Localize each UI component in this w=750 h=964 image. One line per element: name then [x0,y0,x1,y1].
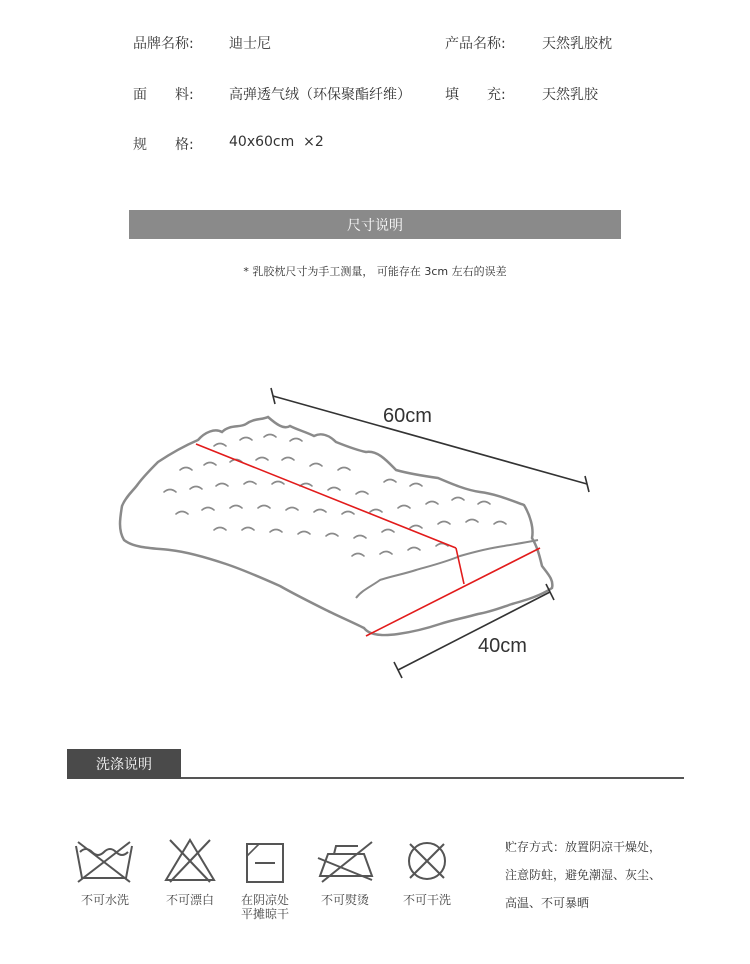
spec-fabric-value: 高弹透气绒（环保聚酯纤维） [229,87,411,103]
no-dry-clean-icon [404,838,450,888]
size-section-title: 尺寸说明 [347,217,403,234]
spec-size-value: 40x60cm ×2 [229,134,324,150]
spec-brand-label: 品牌名称: [133,36,194,52]
width-label: 40cm [478,635,527,657]
pillow-diagram [0,370,750,690]
spec-product-label: 产品名称: [445,36,506,52]
wash-header-rule [181,777,684,779]
size-note: * 乳胶枕尺寸为手工测量， 可能存在 3cm 左右的误差 [243,265,507,278]
dry-flat-caption [220,893,310,921]
dry-flat-caption-line2: 平摊晾干 [240,907,289,921]
spec-size-label: 规 格: [133,137,194,153]
size-section-header [129,210,621,239]
spec-filling-value: 天然乳胶 [542,87,598,103]
pillow-outline [120,417,552,635]
no-ironing-icon [314,838,378,888]
spec-fabric-label: 面 料: [133,87,194,103]
dry-flat-in-shade-icon [245,842,285,888]
no-dry-clean-caption: 不可干洗 [402,893,451,907]
spec-filling-label: 填 充: [445,87,506,103]
wash-section-header [67,749,181,779]
no-washing-icon [72,838,136,888]
no-bleach-caption: 不可漂白 [165,893,214,907]
wash-section-title: 洗涤说明 [96,757,152,773]
length-label: 60cm [383,405,432,427]
storage-line-1: 贮存方式：放置阴凉干燥处， [505,840,662,854]
dry-flat-caption-line1: 在阴凉处 [240,893,289,907]
spec-brand-value: 迪士尼 [229,36,271,52]
no-ironing-caption: 不可熨烫 [320,893,369,907]
storage-line-3: 高温、不可暴晒 [505,896,590,910]
spec-product-value: 天然乳胶枕 [542,36,612,52]
storage-line-2: 注意防蛀，避免潮湿、灰尘、 [505,868,662,882]
no-washing-caption: 不可水洗 [80,893,129,907]
no-bleach-icon [162,836,218,888]
